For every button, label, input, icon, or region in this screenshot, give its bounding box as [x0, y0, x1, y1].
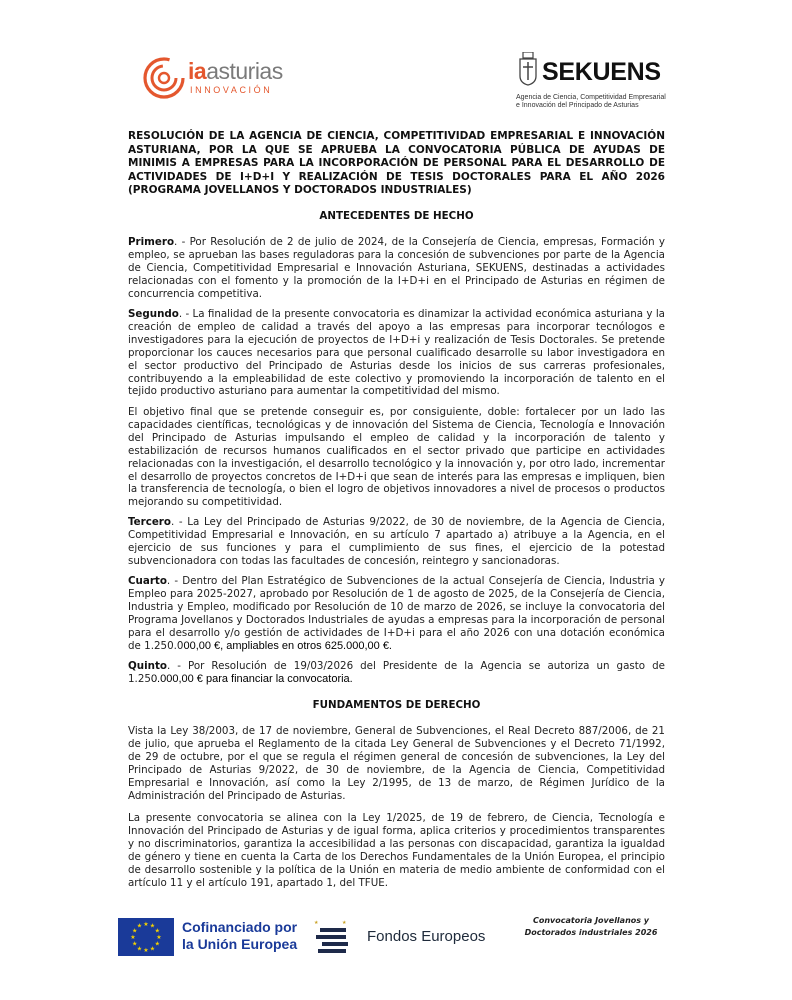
paragraph-objetivo: El objetivo final que se pretende conseguir es, por consiguiente, doble: fortalecer por un lado las capacidades científicas, tecnológicas y de innovación del Sistema de Ciencia, Tecnología e Innovación del Principado de Asturias impulsando el empleo de calidad y la incorporación de talento y estabilización de recursos humanos cualificados en el sector privado que participe en actividades relacionadas con la investigación, el desarrollo tecnológico y la innovación y, por otro lado, incrementar el desarrollo de proyectos concretos de I+D+i que sean de interés para las empresas e impliquen, bien la transferencia de tecnología, o bien el logro de objetivos innovadores a nivel de procesos o productos mejorando su competitividad.: [128, 406, 665, 509]
svg-text:★: ★: [143, 921, 149, 928]
svg-text:★: ★: [143, 947, 149, 954]
svg-text:★: ★: [132, 927, 138, 935]
fundamentos-heading: FUNDAMENTOS DE DERECHO: [312, 699, 481, 711]
svg-text:★: ★: [132, 940, 138, 948]
fondos-europeos-icon: [312, 918, 352, 958]
resolution-title: RESOLUCIÓN DE LA AGENCIA DE CIENCIA, COMPETITIVIDAD EMPRESARIAL E INNOVACIÓN ASTURIANA, POR LA QUE SE APRUEBA LA CONVOCATORIA PÚBLICA DE AYUDAS DE MINIMIS A EMPRESAS PARA LA INCORPORACIÓN DE PERSONAL PARA EL DESARROLLO DE ACTIVIDADES DE I+D+I Y REALIZACIÓN DE TESIS DOCTORALES PARA EL AÑO 2026 (PROGRAMA JOVELLANOS Y DOCTORADOS INDUSTRIALES): [128, 130, 665, 197]
eu-stars-icon: [118, 918, 174, 956]
paragraph-fundamentos-1: Vista la Ley 38/2003, de 17 de noviembre, General de Subvenciones, el Real Decreto 887/2006, de 21 de julio, que aprueba el Reglamento de la citada Ley General de Subvenciones y el Decreto 71/1992, de 29 de octubre, por el que se regula el régimen general de concesión de subvenciones, la Ley del Principado de Asturias 9/2022, de 30 de noviembre, de la Agencia de Ciencia, Competitividad Empresarial e Innovación, así como la Ley 2/1995, de 13 de marzo, de Régimen Jurídico de la Administración del Principado de Asturias.: [128, 725, 665, 802]
svg-text:★: ★: [156, 934, 162, 941]
iasturias-wordmark: iaasturias: [188, 58, 283, 84]
sekuens-wordmark: SEKUENS: [542, 58, 661, 86]
svg-text:★: ★: [136, 922, 143, 930]
svg-text:★: ★: [136, 945, 143, 953]
svg-text:★: ★: [130, 934, 136, 941]
eu-cofinanciado-label: Cofinanciado por la Unión Europea: [182, 919, 298, 952]
sekuens-logo: [516, 50, 691, 110]
paragraph-quinto: Quinto. - Por Resolución de 19/03/2026 del Presidente de la Agencia se autoriza un gasto de 1.250.000,00 € para financiar la convocatoria.: [128, 660, 665, 685]
svg-text:★: ★: [149, 922, 156, 930]
paragraph-tercero: Tercero. - La Ley del Principado de Asturias 9/2022, de 30 de noviembre, de la Agencia de Ciencia, Competitividad Empresarial e Innovación, en su artículo 7 apartado a) atribuye a la Agencia, en el ejercicio de sus funciones y para el cumplimiento de sus fines, el ejercicio de la potestad subvencionadora con todas las facultades de concesión, reintegro y sancionadoras.: [128, 516, 665, 567]
svg-text:★: ★: [149, 945, 156, 953]
iasturias-logo: [142, 56, 292, 104]
eu-flag-icon: [118, 918, 174, 956]
fondos-europeos-label: Fondos Europeos: [367, 928, 486, 945]
svg-text:★: ★: [154, 927, 160, 935]
convocatoria-footer-note: Convocatoria Jovellanos y Doctorados industriales 2026: [524, 916, 658, 937]
asturias-coat-of-arms-icon: [518, 52, 538, 86]
iasturias-swirl-icon: [142, 56, 186, 100]
svg-text:★: ★: [314, 920, 319, 926]
paragraph-segundo: Segundo. - La finalidad de la presente convocatoria es dinamizar la actividad económica asturiana y la creación de empleo de calidad a través del apoyo a las empresas para incorporar tecnólogos e investigadores para la ejecución de proyectos de I+D+i y realización de Tesis Doctorales. Se pretende proporcionar los cauces necesarios para que personal cualificado desarrolle su labor investigadora en el sector productivo del Principado de Asturias desde los inicios de sus carreras profesionales, contribuyendo a la empleabilidad de este colectivo y promoviendo la incorporación de talento en el tejido productivo asturiano para aumentar la competitividad del mismo.: [128, 308, 665, 398]
antecedentes-heading: ANTECEDENTES DE HECHO: [319, 210, 474, 222]
svg-text:★: ★: [342, 920, 347, 926]
svg-text:★: ★: [154, 940, 160, 948]
paragraph-cuarto: Cuarto. - Dentro del Plan Estratégico de Subvenciones de la actual Consejería de Ciencia, Industria y Empleo para 2025-2027, aprobado por Resolución de 1 de agosto de 2025, de la Consejería de Ciencia, Industria y Empleo, modificado por Resolución de 10 de marzo de 2026, se incluye la convocatoria del Programa Jovellanos y Doctorados Industriales de ayudas a empresas para la incorporación de personal para el desarrollo y/o gestión de actividades de I+D+i para el año 2026 con una dotación económica de 1.250.000,00 €, ampliables en otros 625.000,00 €.: [128, 575, 665, 652]
paragraph-fundamentos-2: La presente convocatoria se alinea con la Ley 1/2025, de 19 de febrero, de Ciencia, Tecnología e Innovación del Principado de Asturias y de igual forma, aplica criterios y procedimientos transparentes y no discriminatorios, garantiza la accesibilidad a las personas con discapacidad, garantiza la igualdad de género y tiene en cuenta la Carta de los Derechos Fundamentales de la Unión Europea, el principio de desarrollo sostenible y la política de la Unión en materia de medio ambiente de conformidad con el artículo 11 y el artículo 191, apartado 1, del TFUE.: [128, 812, 665, 889]
paragraph-primero: Primero. - Por Resolución de 2 de julio de 2024, de la Consejería de Ciencia, empresas, Formación y empleo, se aprueban las bases reguladoras para la concesión de subvenciones por parte de la Agencia de Ciencia, Competitividad Empresarial e Innovación Asturiana, SEKUENS, destinadas a actividades relacionadas con el fomento y la promoción de la I+D+i en el Principado de Asturias en régimen de concurrencia competitiva.: [128, 236, 665, 300]
iasturias-subtitle: INNOVACIÓN: [190, 85, 273, 95]
sekuens-subtitle: Agencia de Ciencia, Competitividad Empresarial e Innovación del Principado de Asturias: [516, 94, 666, 109]
